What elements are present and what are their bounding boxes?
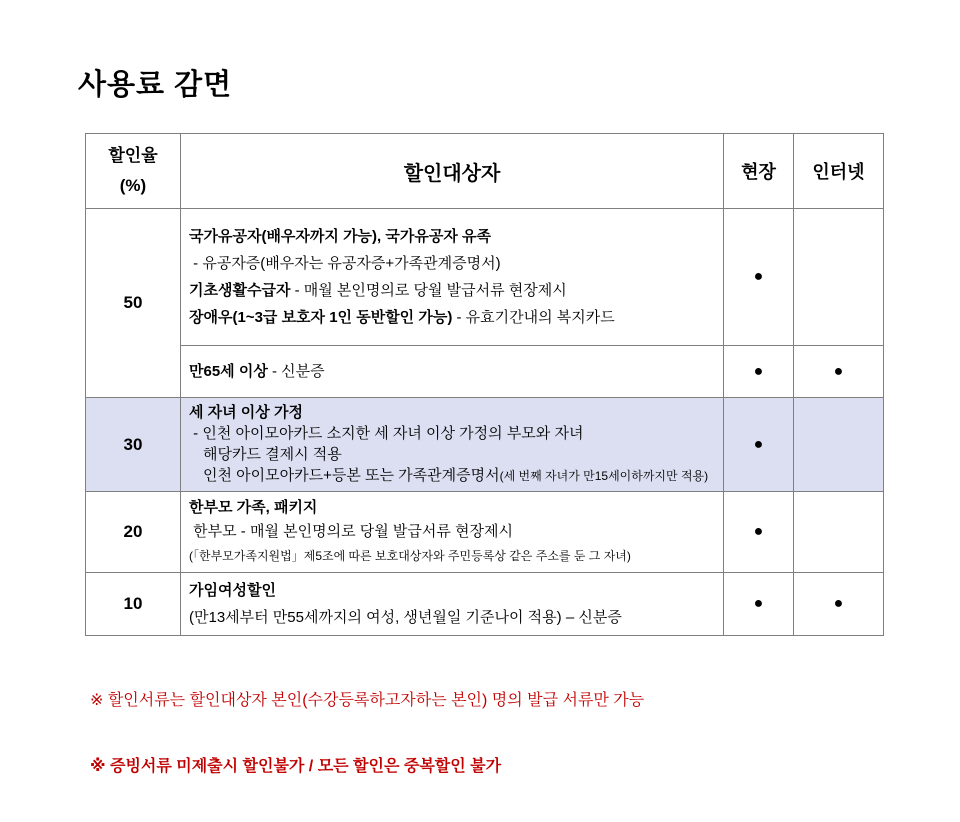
target-text-small: (「한부모가족지원법」제5조에 따른 보호대상자와 주민등록상 같은 주소를 둔 그 자녀) [189, 549, 631, 563]
target-text: 장애우(1~3급 보호자 1인 동반할인 가능) [189, 309, 453, 326]
target-text-small: (세 번째 자녀가 만15세이하까지만 적용) [499, 469, 709, 483]
table-row-20 [86, 492, 884, 573]
rate-cell-50: 50 [86, 209, 181, 398]
discount-table [85, 133, 884, 636]
target-text: - 유효기간내의 복지카드 [452, 309, 615, 326]
onsite-marker-cell: ● [724, 492, 794, 573]
target-line [189, 304, 717, 331]
target-line [189, 423, 717, 444]
footnotes [90, 646, 644, 822]
target-line [189, 223, 717, 250]
table-row-50-senior [86, 346, 884, 398]
target-text: 만65세 이상 [189, 362, 268, 380]
page-title: 사용료 감면 [78, 69, 233, 101]
target-text: - 매월 본인명의로 당월 발급서류 현장제시 [290, 282, 567, 299]
target-text: - 인천 아이모아카드 소지한 세 자녀 이상 가정의 부모와 자녀 [189, 425, 584, 442]
target-cell-50 [181, 209, 724, 346]
target-text: 인천 아이모아카드+등본 또는 가족관계증명서 [203, 467, 500, 484]
internet-marker-cell: ● [794, 346, 884, 398]
target-text: (만13세부터 만55세까지의 여성, 생년월일 기준나이 적용) – 신분증 [189, 609, 622, 626]
col-header-rate-line2: (%) [119, 176, 147, 195]
target-line [189, 465, 717, 487]
col-header-internet: 인터넷 [794, 134, 884, 209]
target-cell-30 [181, 398, 724, 492]
target-line [189, 277, 717, 304]
footnote-documents: ※ 할인서류는 할인대상자 본인(수강등록하고자하는 본인) 명의 발급 서류만 가능 [90, 692, 645, 709]
table-row-10 [86, 573, 884, 636]
target-text: 해당카드 결제시 적용 [203, 446, 342, 463]
target-cell-10 [181, 573, 724, 636]
col-header-onsite: 현장 [724, 134, 794, 209]
target-cell-senior [181, 346, 724, 398]
target-text: - 신분증 [267, 362, 325, 380]
table-header-row [86, 134, 884, 209]
onsite-marker-cell: ● [724, 398, 794, 492]
internet-marker-cell: ● [794, 573, 884, 636]
rate-cell-10: 10 [86, 573, 181, 636]
target-cell-20 [181, 492, 724, 573]
internet-marker-cell [794, 492, 884, 573]
col-header-rate-line1: 할인율 [108, 146, 158, 165]
onsite-marker-cell: ● [724, 573, 794, 636]
target-line [189, 250, 717, 277]
table-row-30 [86, 398, 884, 492]
target-line [189, 496, 717, 520]
target-text: 세 자녀 이상 가정 [189, 404, 303, 421]
target-line [189, 604, 717, 631]
target-line [189, 362, 717, 382]
target-line [189, 402, 717, 423]
target-text: 기초생활수급자 [189, 282, 291, 299]
internet-marker-cell [794, 209, 884, 346]
target-line [189, 520, 717, 544]
target-line [189, 544, 717, 568]
onsite-marker-cell: ● [724, 346, 794, 398]
col-header-target: 할인대상자 [181, 134, 724, 209]
rate-cell-20: 20 [86, 492, 181, 573]
onsite-marker-cell: ● [724, 209, 794, 346]
table-row-50-main [86, 209, 884, 346]
target-line [189, 577, 717, 604]
rate-cell-30: 30 [86, 398, 181, 492]
target-text: 한부모 - 매월 본인명의로 당월 발급서류 현장제시 [189, 523, 513, 540]
footnote-no-duplicate: ※ 증빙서류 미제출시 할인불가 / 모든 할인은 중복할인 불가 [90, 758, 502, 775]
target-text: 국가유공자(배우자까지 가능), 국가유공자 유족 [189, 228, 491, 245]
target-text: 한부모 가족, 패키지 [189, 499, 318, 516]
col-header-rate [86, 134, 181, 209]
target-text: 가임여성할인 [189, 582, 276, 599]
target-line [189, 444, 717, 465]
internet-marker-cell [794, 398, 884, 492]
target-text: - 유공자증(배우자는 유공자증+가족관계증명서) [189, 255, 501, 272]
